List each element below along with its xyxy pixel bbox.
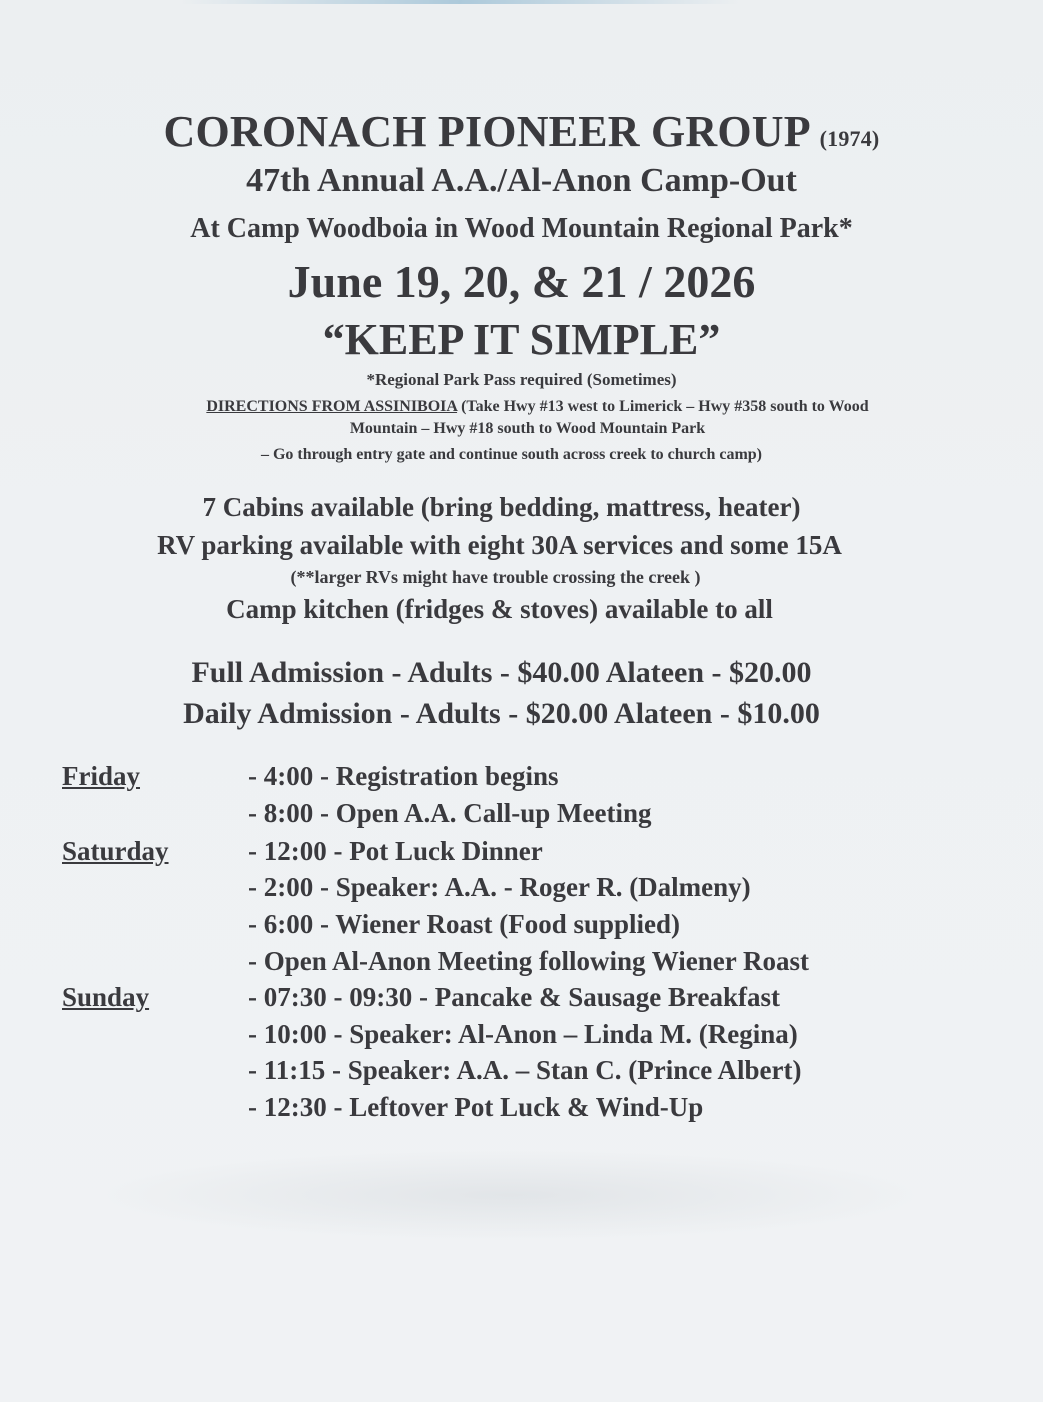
schedule-item: - 6:00 - Wiener Roast (Food supplied)	[248, 909, 681, 939]
day-saturday: Saturday	[62, 836, 169, 866]
group-year: (1974)	[819, 126, 880, 151]
event-subtitle: 47th Annual A.A./Al-Anon Camp-Out	[246, 162, 797, 199]
cabins-info: 7 Cabins available (bring bedding, mattress, heater)	[202, 492, 801, 522]
schedule-item: - 4:00 - Registration begins	[248, 761, 559, 791]
schedule-item: - 07:30 - 09:30 - Pancake & Sausage Breakfast	[248, 982, 780, 1012]
schedule-item: - 11:15 - Speaker: A.A. – Stan C. (Prince Albert)	[248, 1055, 802, 1085]
faded-bleed-through	[100, 1150, 920, 1240]
schedule-item: - 8:00 - Open A.A. Call-up Meeting	[248, 798, 652, 828]
schedule-item: - 12:30 - Leftover Pot Luck & Wind-Up	[248, 1092, 704, 1122]
full-admission: Full Admission - Adults - $40.00 Alateen - $20.00	[191, 656, 812, 689]
directions-line-3: – Go through entry gate and continue south across creek to church camp)	[260, 446, 763, 463]
day-sunday: Sunday	[62, 982, 150, 1012]
schedule-item: - Open Al-Anon Meeting following Wiener Roast	[248, 946, 810, 976]
kitchen-info: Camp kitchen (fridges & stoves) available to all	[226, 594, 773, 624]
page-title	[0, 106, 1043, 157]
event-location: At Camp Woodboia in Wood Mountain Regional Park*	[190, 213, 853, 244]
schedule-item: - 10:00 - Speaker: Al-Anon – Linda M. (Regina)	[248, 1019, 798, 1049]
event-theme: “KEEP IT SIMPLE”	[322, 315, 721, 364]
schedule-item: - 12:00 - Pot Luck Dinner	[248, 836, 543, 866]
schedule-item: - 2:00 - Speaker: A.A. - Roger R. (Dalmeny)	[248, 872, 751, 902]
directions-text-1: (Take Hwy #13 west to Limerick – Hwy #358 south to Wood	[457, 398, 869, 415]
park-pass-note: *Regional Park Pass required (Sometimes)	[366, 370, 677, 389]
event-dates: June 19, 20, & 21 / 2026	[287, 256, 756, 307]
group-name: CORONACH PIONEER GROUP	[163, 107, 809, 156]
rv-note: (**larger RVs might have trouble crossing the creek )	[290, 567, 701, 587]
directions-label: DIRECTIONS FROM ASSINIBOIA	[206, 398, 458, 415]
directions-line-2: Mountain – Hwy #18 south to Wood Mountain Park	[349, 420, 706, 437]
daily-admission: Daily Admission - Adults - $20.00 Alateen - $10.00	[183, 697, 820, 730]
directions-line-1	[16, 398, 1043, 416]
day-friday: Friday	[62, 761, 140, 791]
rv-info: RV parking available with eight 30A services and some 15A	[157, 530, 842, 560]
paper-edge	[180, 0, 740, 4]
